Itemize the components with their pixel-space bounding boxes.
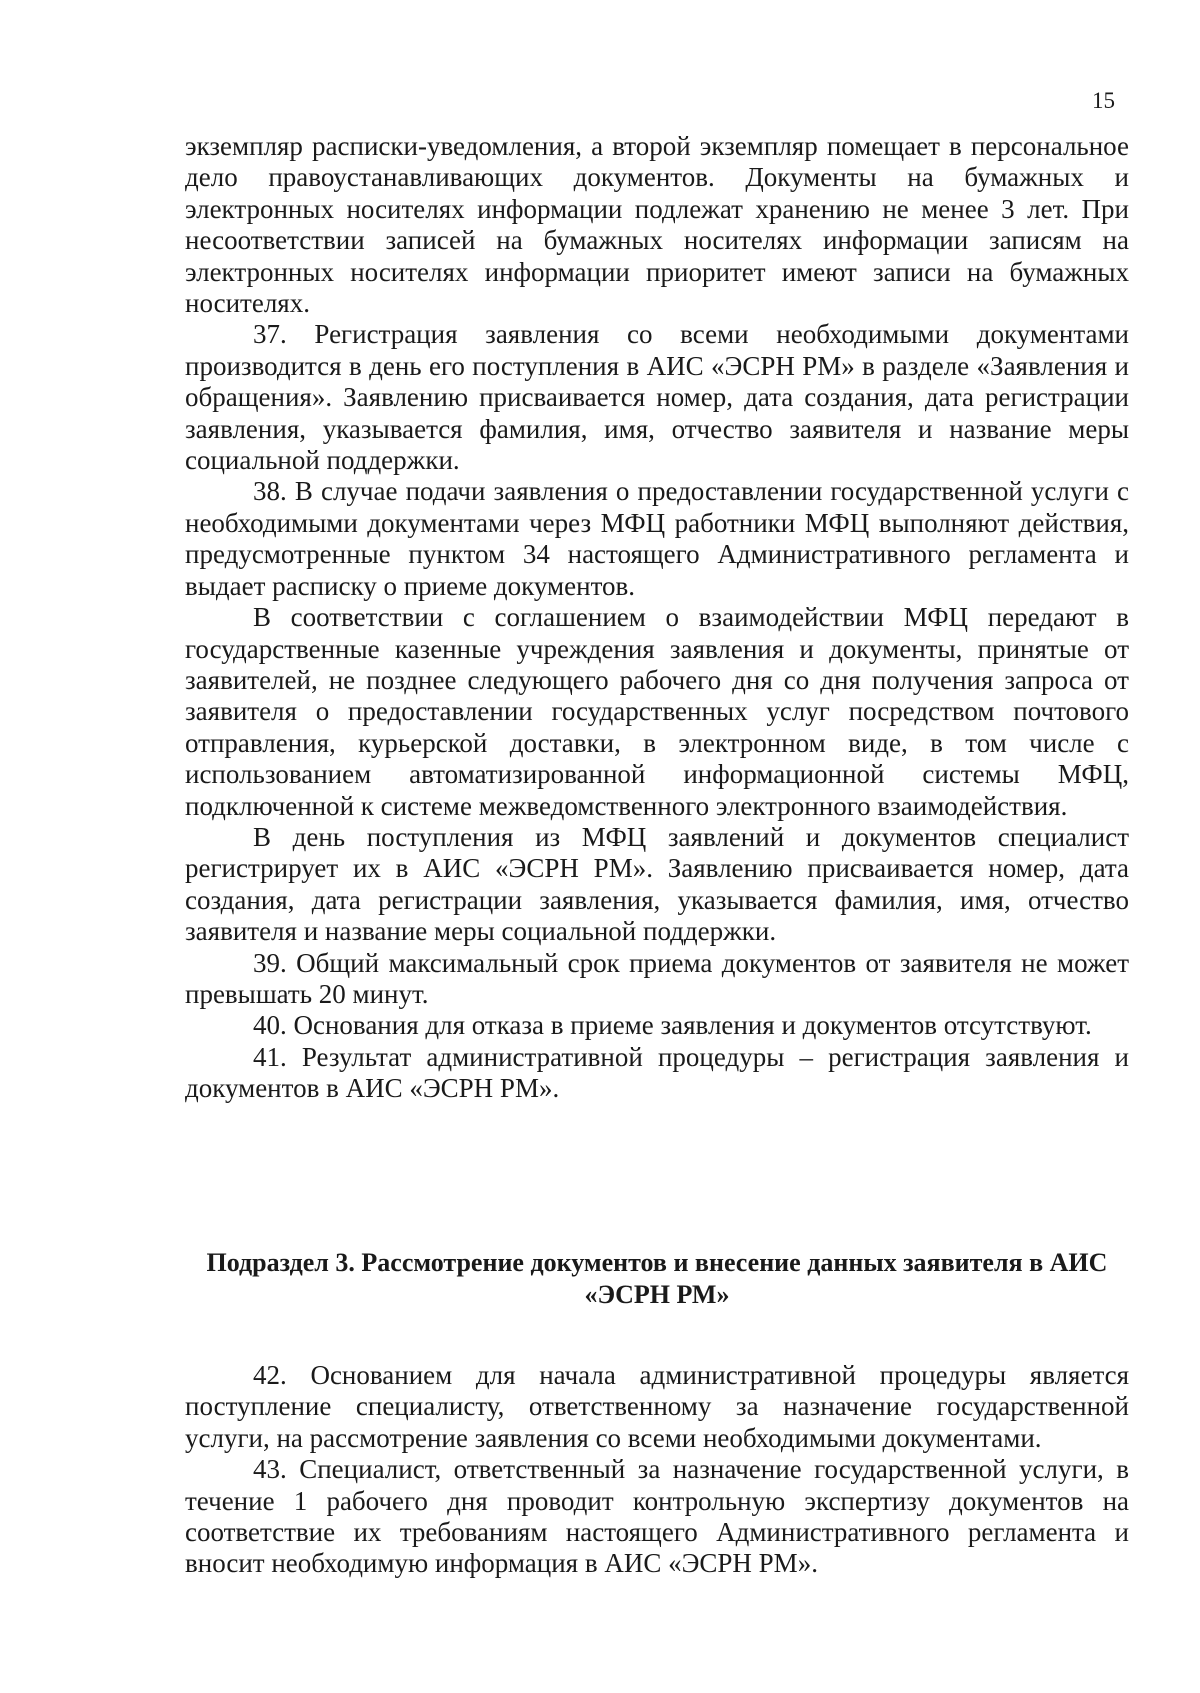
paragraph-40: 40. Основания для отказа в приеме заявления и документов отсутствуют. <box>253 1010 1092 1041</box>
paragraph-41: 41. Результат административной процедуры – регистрация заявления и документов в АИС «ЭСРН РМ». <box>185 1041 1129 1104</box>
paragraph-mfc-transfer: В соответствии с соглашением о взаимодействии МФЦ передают в государственные казенные учреждения заявления и документы, принятые от заявителей, не позднее следующего рабочего дня со дня получения запроса от заявителя о предоставлении государственных услуг посредством почтового отправления, курьерской доставки, в электронном виде, в том числе с использованием автоматизированной информационной системы МФЦ, подключенной к системе межведомственного электронного взаимодействия. <box>185 602 1129 821</box>
subsection-heading: Подраздел 3. Рассмотрение документов и внесение данных заявителя в АИС «ЭСРН РМ» <box>206 1248 1108 1309</box>
paragraph-38: 38. В случае подачи заявления о предоставлении государственной услуги с необходимыми документами через МФЦ работники МФЦ выполняют действия, предусмотренные пунктом 34 настоящего Административного регламента и выдает расписку о приеме документов. <box>185 476 1129 601</box>
paragraph-43: 43. Специалист, ответственный за назначение государственной услуги, в течение 1 рабочего дня проводит контрольную экспертизу документов на соответствие их требованиям настоящего Административного регламента и вносит необходимую информация в АИС «ЭСРН РМ». <box>185 1454 1129 1579</box>
body-text-lower <box>185 1360 1129 1580</box>
paragraph-42: 42. Основанием для начала административной процедуры является поступление специалисту, ответственному за назначение государственной услуги, на рассмотрение заявления со всеми необходимыми документами. <box>185 1360 1129 1453</box>
paragraph-39: 39. Общий максимальный срок приема документов от заявителя не может превышать 20 минут. <box>185 947 1129 1009</box>
paragraph-37: 37. Регистрация заявления со всеми необходимыми документами производится в день его поступления в АИС «ЭСРН РМ» в разделе «Заявления и обращения». Заявлению присваивается номер, дата создания, дата регистрации заявления, указывается фамилия, имя, отчество заявителя и название меры социальной поддержки. <box>185 319 1129 476</box>
page-number: 15 <box>1092 88 1115 113</box>
paragraph-mfc-registration: В день поступления из МФЦ заявлений и документов специалист регистрирует их в АИС «ЭСРН РМ». Заявлению присваивается номер, дата создания, дата регистрации заявления, указывается фамилия, имя, отчество заявителя и название меры социальной поддержки. <box>185 821 1129 947</box>
paragraph-continuation: экземпляр расписки-уведомления, а второй экземпляр помещает в персональное дело правоустанавливающих документов. Документы на бумажных и электронных носителях информации подлежат хранению не менее 3 лет. При несоответствии записей на бумажных носителях информации записям на электронных носителях информации приоритет имеют записи на бумажных носителях. <box>185 131 1129 319</box>
body-text-upper <box>185 131 1129 1105</box>
